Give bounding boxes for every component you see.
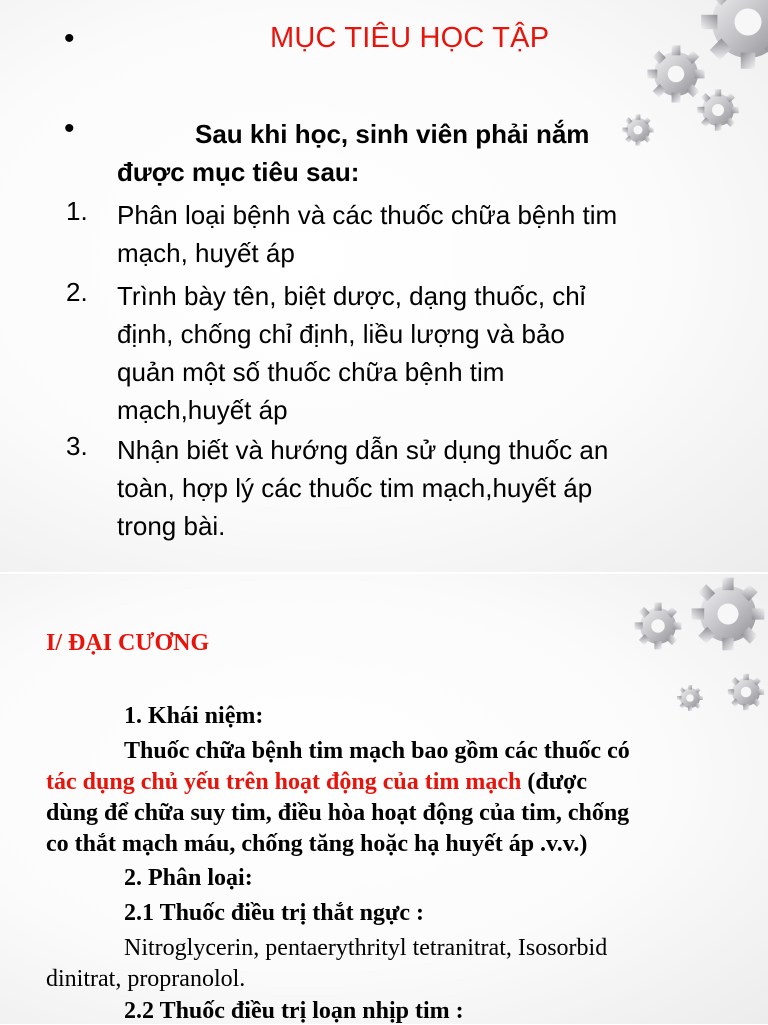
intro-line: Sau khi học, sinh viên phải nắm (195, 119, 590, 149)
paragraph-line: co thắt mạch máu, chống tăng hoặc hạ huyết áp .v.v.) (46, 831, 588, 857)
highlighted-phrase: tác dụng chủ yếu trên hoạt động của tim mạch (46, 769, 522, 795)
list-number: 1. (66, 196, 88, 226)
concept-heading: 1. Khái niệm: (124, 703, 264, 729)
list-item-line: Nhận biết và hướng dẫn sử dụng thuốc an (117, 435, 609, 465)
list-item-line: toàn, hợp lý các thuốc tim mạch,huyết áp (117, 473, 593, 503)
list-item-objective-1 (117, 196, 617, 272)
paragraph-line: Thuốc chữa bệnh tim mạch bao gồm các thuốc có (124, 738, 630, 764)
paragraph-line (46, 767, 587, 798)
section-title: I/ ĐẠI CƯƠNG (46, 630, 210, 656)
classification-heading: 2. Phân loại: (124, 865, 253, 891)
subsection-heading: 2.1 Thuốc điều trị thắt ngực : (124, 900, 424, 926)
list-number: 3. (66, 431, 88, 461)
list-item-line: mạch,huyết áp (117, 395, 288, 425)
list-item-line: trong bài. (117, 511, 226, 541)
list-item-objective-2 (117, 277, 586, 429)
intro-line: được mục tiêu sau: (117, 157, 360, 187)
list-item-line: mạch, huyết áp (117, 238, 295, 268)
list-item-line: Trình bày tên, biệt dược, dạng thuốc, chỉ (117, 281, 586, 311)
list-number: 2. (66, 277, 88, 307)
list-item-objective-3 (117, 431, 608, 545)
paragraph-line: dinitrat, propranolol. (46, 966, 246, 992)
list-item-line: định, chống chỉ định, liều lượng và bảo (117, 319, 565, 349)
paragraph-line: Nitroglycerin, pentaerythrityl tetranitrat, Isosorbid (124, 935, 608, 961)
gears-decoration-icon (618, 574, 768, 724)
paragraph-line: dùng để chữa suy tim, điều hòa hoạt động của tim, chống (46, 800, 630, 826)
list-item-line: quản một số thuốc chữa bệnh tim (117, 357, 505, 387)
slide-title: MỤC TIÊU HỌC TẬP (270, 22, 550, 54)
subsection-heading: 2.2 Thuốc điều trị loạn nhịp tim : (124, 998, 464, 1024)
bullet: • (64, 22, 75, 55)
list-item-line: Phân loại bệnh và các thuốc chữa bệnh tim (117, 200, 618, 230)
bullet: • (64, 112, 75, 145)
paragraph-fragment: (được (521, 769, 588, 795)
gears-decoration-icon (598, 0, 768, 150)
